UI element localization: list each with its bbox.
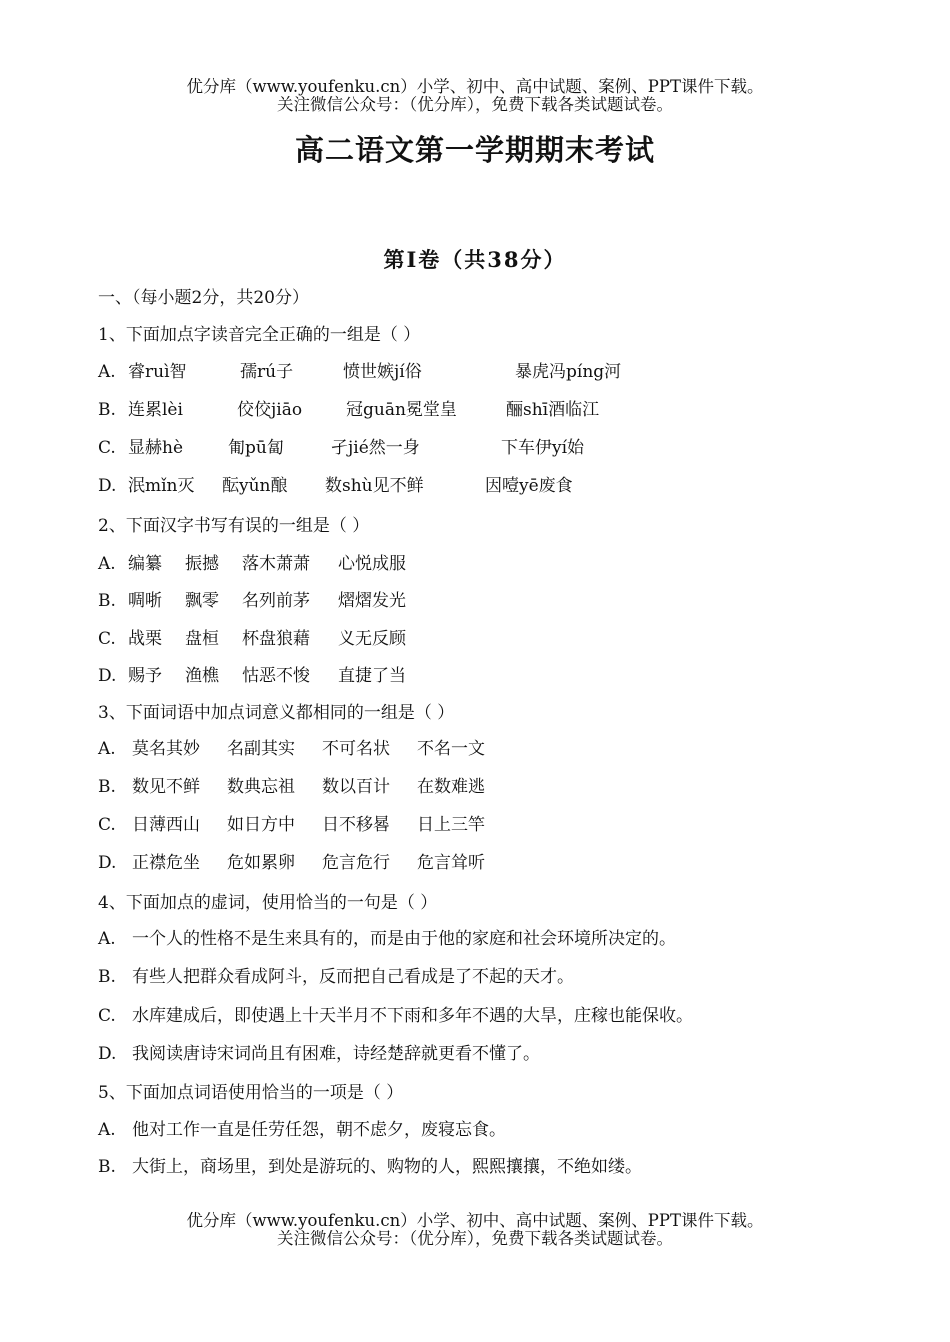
q2-option-c <box>98 628 406 650</box>
option-text: 大街上，商场里，到处是游玩的、购物的人，熙熙攘攘，不绝如缕。 <box>132 1157 642 1177</box>
option-item: 数shù见不鲜 <box>325 476 424 496</box>
q1-stem: 1、下面加点字读音完全正确的一组是（ ） <box>98 325 421 345</box>
option-item: 数见不鲜 <box>132 777 200 797</box>
option-label: A. <box>98 554 116 574</box>
option-text: 他对工作一直是任劳任怨，朝不虑夕，废寝忘食。 <box>132 1120 506 1140</box>
option-label: D. <box>98 1044 117 1064</box>
q2-option-a <box>98 553 406 575</box>
page-header <box>0 78 950 114</box>
option-label: B. <box>98 967 116 987</box>
option-item: 下车伊yí始 <box>501 438 585 458</box>
option-item: 心悦成服 <box>338 554 406 574</box>
option-item: 盘桓 <box>185 629 219 649</box>
exam-title: 高二语文第一学期期末考试 <box>294 133 655 167</box>
q3-option-b <box>98 776 485 798</box>
option-item: 怙恶不悛 <box>242 666 310 686</box>
q4-option-b <box>98 966 574 988</box>
q2-option-b <box>98 590 406 612</box>
option-label: B. <box>98 400 116 420</box>
option-item: 数以百计 <box>322 777 390 797</box>
q3-option-a <box>98 738 485 760</box>
option-item: 不名一文 <box>417 739 485 759</box>
option-item: 日不移晷 <box>322 815 390 835</box>
q1-option-b <box>98 399 600 421</box>
footer-line-2: 关注微信公众号：（优分库），免费下载各类试题试卷。 <box>277 1229 673 1248</box>
q5-stem: 5、下面加点词语使用恰当的一项是（ ） <box>98 1083 404 1103</box>
option-item: 危如累卵 <box>227 853 295 873</box>
option-item: 危言危行 <box>322 853 390 873</box>
q5-option-b <box>98 1156 642 1178</box>
option-item: 连累lèi <box>128 400 183 420</box>
option-item: 愤世嫉jí俗 <box>343 362 422 382</box>
option-item: 飘零 <box>185 591 219 611</box>
q1-option-a <box>98 361 622 383</box>
option-item: 杯盘狼藉 <box>242 629 310 649</box>
option-item: 泯mǐn灭 <box>128 476 195 496</box>
q3-stem: 3、下面词语中加点词意义都相同的一组是（ ） <box>98 703 455 723</box>
option-label: B. <box>98 1157 116 1177</box>
option-item: 振撼 <box>185 554 219 574</box>
option-text: 一个人的性格不是生来具有的，而是由于他的家庭和社会环境所决定的。 <box>132 929 676 949</box>
option-item: 正襟危坐 <box>132 853 200 873</box>
page-footer <box>0 1212 950 1248</box>
option-label: A. <box>98 929 116 949</box>
option-item: 编纂 <box>128 554 162 574</box>
q4-option-d <box>98 1043 540 1065</box>
option-label: A. <box>98 362 116 382</box>
option-item: 渔樵 <box>185 666 219 686</box>
option-text: 水库建成后，即使遇上十天半月不下雨和多年不遇的大旱，庄稼也能保收。 <box>132 1006 693 1026</box>
option-label: A. <box>98 1120 116 1140</box>
q4-stem: 4、下面加点的虚词，使用恰当的一句是（ ） <box>98 893 438 913</box>
q3-option-d <box>98 852 485 874</box>
option-label: D. <box>98 666 117 686</box>
option-item: 酝yǔn酿 <box>222 476 288 496</box>
option-item: 危言耸听 <box>417 853 485 873</box>
option-item: 战栗 <box>128 629 162 649</box>
footer-line-1: 优分库（www.youfenku.cn）小学、初中、高中试题、案例、PPT课件下载。 <box>186 1211 764 1230</box>
option-item: 直捷了当 <box>338 666 406 686</box>
option-item: 日上三竿 <box>417 815 485 835</box>
option-item: 熠熠发光 <box>338 591 406 611</box>
option-item: 日薄西山 <box>132 815 200 835</box>
q1-option-c <box>98 437 585 459</box>
option-item: 义无反顾 <box>338 629 406 649</box>
option-text: 我阅读唐诗宋词尚且有困难，诗经楚辞就更看不懂了。 <box>132 1044 540 1064</box>
option-item: 显赫hè <box>128 438 184 458</box>
q4-option-a <box>98 928 676 950</box>
option-label: C. <box>98 629 116 649</box>
option-item: 如日方中 <box>227 815 295 835</box>
option-item: 暴虎冯píng河 <box>515 362 622 382</box>
option-item: 睿ruì智 <box>128 362 187 382</box>
q3-option-c <box>98 814 485 836</box>
option-item: 落木萧萧 <box>242 554 310 574</box>
option-item: 孑jié然一身 <box>331 438 420 458</box>
option-label: C. <box>98 1006 116 1026</box>
option-item: 孺rú子 <box>240 362 294 382</box>
option-label: B. <box>98 777 116 797</box>
option-text: 有些人把群众看成阿斗，反而把自己看成是了不起的天才。 <box>132 967 574 987</box>
option-item: 啁哳 <box>128 591 162 611</box>
option-label: C. <box>98 815 116 835</box>
option-item: 莫名其妙 <box>132 739 200 759</box>
option-label: A. <box>98 739 116 759</box>
q1-option-d <box>98 475 573 497</box>
q4-option-c <box>98 1005 693 1027</box>
option-item: 名副其实 <box>227 739 295 759</box>
option-item: 酾shī酒临江 <box>506 400 600 420</box>
option-item: 冠guān冕堂皇 <box>346 400 457 420</box>
header-line-1: 优分库（www.youfenku.cn）小学、初中、高中试题、案例、PPT课件下载。 <box>186 77 764 96</box>
option-item: 名列前茅 <box>242 591 310 611</box>
option-label: D. <box>98 853 117 873</box>
option-item: 在数难逃 <box>417 777 485 797</box>
option-item: 匍pū匐 <box>228 438 284 458</box>
option-item: 因噎yē废食 <box>485 476 573 496</box>
option-label: B. <box>98 591 116 611</box>
q5-option-a <box>98 1119 506 1141</box>
option-label: D. <box>98 476 117 496</box>
option-item: 不可名状 <box>322 739 390 759</box>
part-title: 第Ⅰ卷（共38分） <box>383 247 567 272</box>
option-item: 数典忘祖 <box>227 777 295 797</box>
section-heading: 一、（每小题2分，共20分） <box>98 288 309 308</box>
option-item: 赐予 <box>128 666 162 686</box>
option-label: C. <box>98 438 116 458</box>
q2-stem: 2、下面汉字书写有误的一组是（ ） <box>98 516 370 536</box>
option-item: 佼佼jiāo <box>237 400 303 420</box>
q2-option-d <box>98 665 406 687</box>
header-line-2: 关注微信公众号：（优分库），免费下载各类试题试卷。 <box>277 95 673 114</box>
